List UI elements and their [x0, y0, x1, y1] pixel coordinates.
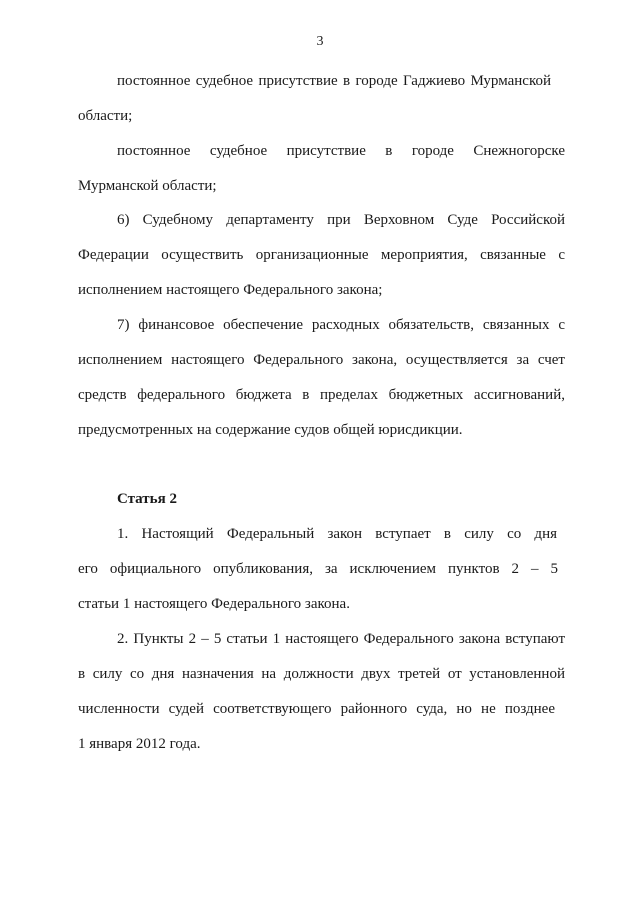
text-line: численности судей соответствующего районного суда, но не позднее	[78, 701, 555, 717]
text-line: области;	[78, 108, 133, 124]
text-line: средств федерального бюджета в пределах бюджетных ассигнований,	[78, 387, 565, 403]
text-line: его официального опубликования, за исключением пунктов 2 – 5	[78, 561, 558, 577]
text-line: 1. Настоящий Федеральный закон вступает в силу со дня	[117, 526, 557, 542]
page-number: 3	[316, 34, 324, 49]
text-line: предусмотренных на содержание судов общей юрисдикции.	[78, 422, 463, 438]
text-line: в силу со дня назначения на должности двух третей от установленной	[78, 666, 565, 682]
text-line: исполнением настоящего Федерального закона;	[78, 282, 383, 298]
text-line: Мурманской области;	[78, 178, 217, 194]
text-line: постоянное судебное присутствие в городе Снежногорске	[117, 143, 565, 159]
text-line: 2. Пункты 2 – 5 статьи 1 настоящего Федерального закона вступают	[117, 631, 565, 647]
text-line: постоянное судебное присутствие в городе Гаджиево Мурманской	[117, 73, 551, 89]
text-line: 7) финансовое обеспечение расходных обязательств, связанных с	[117, 317, 565, 333]
text-line: статьи 1 настоящего Федерального закона.	[78, 596, 350, 612]
article-heading: Статья 2	[117, 491, 177, 507]
text-line: 1 января 2012 года.	[78, 736, 201, 752]
text-line: исполнением настоящего Федерального закона, осуществляется за счет	[78, 352, 565, 368]
text-line: 6) Судебному департаменту при Верховном Суде Российской	[117, 212, 565, 228]
text-line: Федерации осуществить организационные мероприятия, связанные с	[78, 247, 565, 263]
